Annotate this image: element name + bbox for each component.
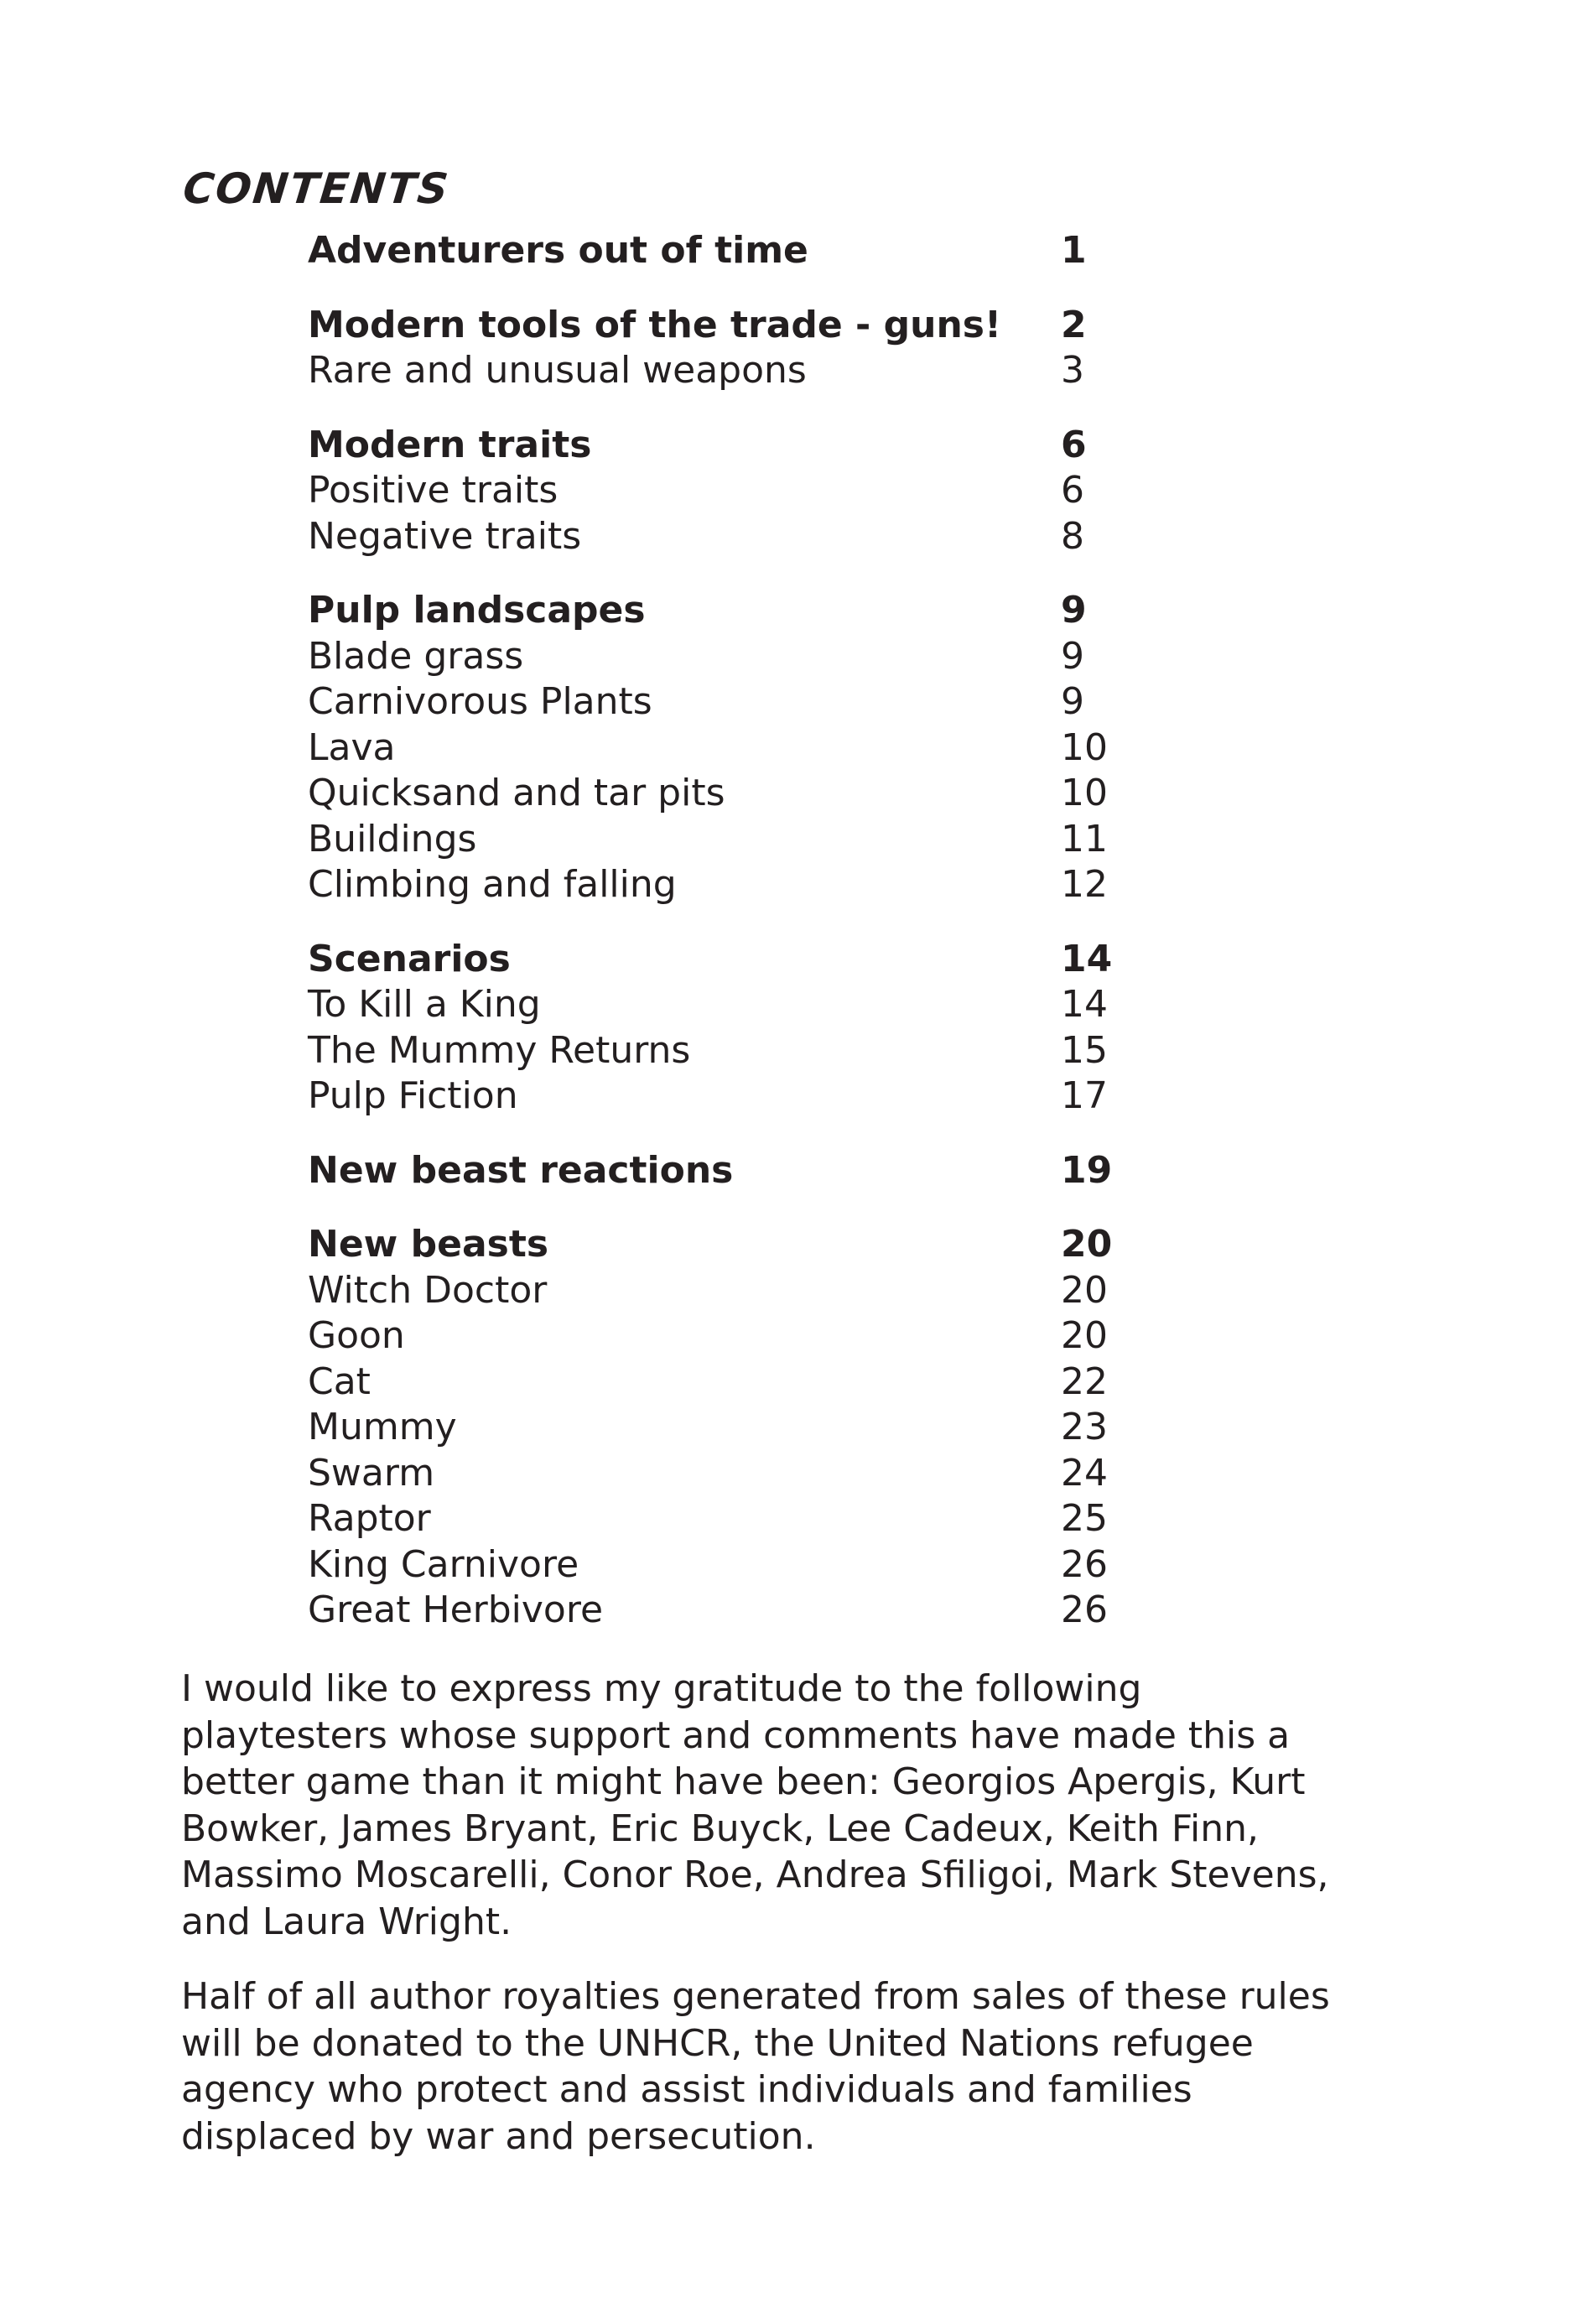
toc-entry-page: 9	[1061, 634, 1084, 678]
toc-heading	[308, 1148, 1130, 1194]
notes	[181, 1666, 1355, 2188]
toc-item	[308, 725, 1130, 772]
toc-entry-label: Adventurers out of time	[308, 229, 808, 272]
toc-entry-page: 20	[1061, 1223, 1113, 1266]
toc-entry-label: Goon	[308, 1314, 405, 1357]
toc-entry-page: 20	[1061, 1314, 1108, 1357]
toc-item	[308, 1405, 1130, 1451]
toc-section	[308, 423, 1130, 560]
toc-entry-label: The Mummy Returns	[308, 1028, 691, 1072]
toc-item	[308, 1360, 1130, 1406]
toc-entry-label: Mummy	[308, 1406, 457, 1448]
toc-entry-label: Blade grass	[308, 634, 524, 678]
toc-entry-page: 11	[1061, 817, 1108, 860]
toc-entry-page: 14	[1061, 937, 1113, 980]
toc-entry-page: 24	[1061, 1451, 1108, 1495]
toc-entry-page: 23	[1061, 1406, 1108, 1448]
toc-entry-label: Modern tools of the trade - guns!	[308, 303, 1002, 346]
toc-entry-label: New beast reactions	[308, 1148, 734, 1192]
toc-item	[308, 514, 1130, 560]
toc-item	[308, 982, 1130, 1028]
toc-heading	[308, 228, 1130, 274]
toc-entry-label: Pulp landscapes	[308, 589, 646, 632]
toc-section	[308, 1222, 1130, 1634]
toc-item	[308, 634, 1130, 680]
toc-item	[308, 1588, 1130, 1634]
toc-entry-page: 6	[1061, 469, 1084, 512]
toc-item	[308, 1268, 1130, 1314]
toc-heading	[308, 588, 1130, 634]
toc-section	[308, 228, 1130, 274]
toc-entry-label: King Carnivore	[308, 1542, 579, 1586]
toc-section	[308, 303, 1130, 394]
toc-entry-label: Swarm	[308, 1451, 435, 1495]
toc-item	[308, 817, 1130, 863]
toc-entry-page: 1	[1061, 229, 1087, 272]
toc-item	[308, 862, 1130, 908]
toc-item	[308, 1028, 1130, 1074]
toc-entry-page: 20	[1061, 1268, 1108, 1312]
toc-entry-page: 10	[1061, 725, 1108, 769]
toc-heading	[308, 1222, 1130, 1268]
toc-entry-page: 15	[1061, 1028, 1108, 1072]
toc-entry-label: Climbing and falling	[308, 863, 677, 906]
toc-entry-label: Cat	[308, 1360, 371, 1403]
toc-entry-page: 8	[1061, 514, 1084, 558]
toc-item	[308, 348, 1130, 394]
toc-entry-page: 25	[1061, 1497, 1108, 1540]
toc-entry-page: 2	[1061, 303, 1087, 346]
toc-item	[308, 771, 1130, 817]
toc-entry-page: 17	[1061, 1074, 1108, 1117]
toc-item	[308, 1542, 1130, 1588]
toc-entry-label: Positive traits	[308, 469, 559, 512]
toc-entry-page: 6	[1061, 423, 1087, 466]
toc-entry-page: 26	[1061, 1542, 1108, 1586]
toc-item	[308, 679, 1130, 725]
toc-entry-page: 26	[1061, 1588, 1108, 1631]
toc-entry-label: Modern traits	[308, 423, 592, 466]
toc-entry-page: 14	[1061, 983, 1108, 1026]
toc-item	[308, 1496, 1130, 1542]
toc-entry-label: Lava	[308, 725, 396, 769]
toc-entry-label: To Kill a King	[308, 983, 541, 1026]
toc-entry-label: Raptor	[308, 1497, 431, 1540]
toc-section	[308, 588, 1130, 908]
table-of-contents	[308, 228, 1130, 1662]
toc-item	[308, 1313, 1130, 1360]
toc-entry-page: 10	[1061, 772, 1108, 814]
toc-entry-page: 19	[1061, 1148, 1113, 1192]
toc-entry-page: 9	[1061, 680, 1084, 723]
toc-entry-label: Witch Doctor	[308, 1268, 548, 1312]
toc-heading	[308, 423, 1130, 469]
toc-entry-label: Carnivorous Plants	[308, 680, 652, 723]
toc-section	[308, 937, 1130, 1120]
toc-item	[308, 468, 1130, 514]
toc-entry-label: Rare and unusual weapons	[308, 349, 807, 392]
toc-heading	[308, 303, 1130, 349]
toc-entry-page: 22	[1061, 1360, 1108, 1403]
toc-entry-label: Buildings	[308, 817, 477, 860]
toc-item	[308, 1451, 1130, 1497]
acknowledgements-paragraph: I would like to express my gratitude to the following playtesters whose support and comments have made this a better game than it might have been: Georgios Apergis, Kurt Bowker, James Bryant, Eric Buyck, Lee Cadeux, Keith Finn, Massimo Moscarelli, Conor Roe, Andrea Sfiligoi, Mark Stevens, and Laura Wright.	[181, 1667, 1329, 1943]
toc-entry-label: Great Herbivore	[308, 1588, 604, 1631]
toc-entry-page: 3	[1061, 349, 1084, 392]
toc-entry-label: Quicksand and tar pits	[308, 772, 725, 814]
toc-entry-label: Negative traits	[308, 514, 582, 558]
toc-section	[308, 1148, 1130, 1194]
toc-entry-page: 9	[1061, 589, 1087, 632]
toc-heading	[308, 937, 1130, 983]
toc-entry-label: New beasts	[308, 1223, 549, 1266]
page-title: CONTENTS	[180, 164, 452, 213]
toc-entry-page: 12	[1061, 863, 1108, 906]
toc-entry-label: Pulp Fiction	[308, 1074, 518, 1117]
royalties-paragraph: Half of all author royalties generated from sales of these rules will be donated to the UNHCR, the United Nations refugee agency who protect and assist individuals and families displaced by war and persecution.	[181, 1975, 1330, 2158]
toc-item	[308, 1074, 1130, 1120]
toc-entry-label: Scenarios	[308, 937, 511, 980]
